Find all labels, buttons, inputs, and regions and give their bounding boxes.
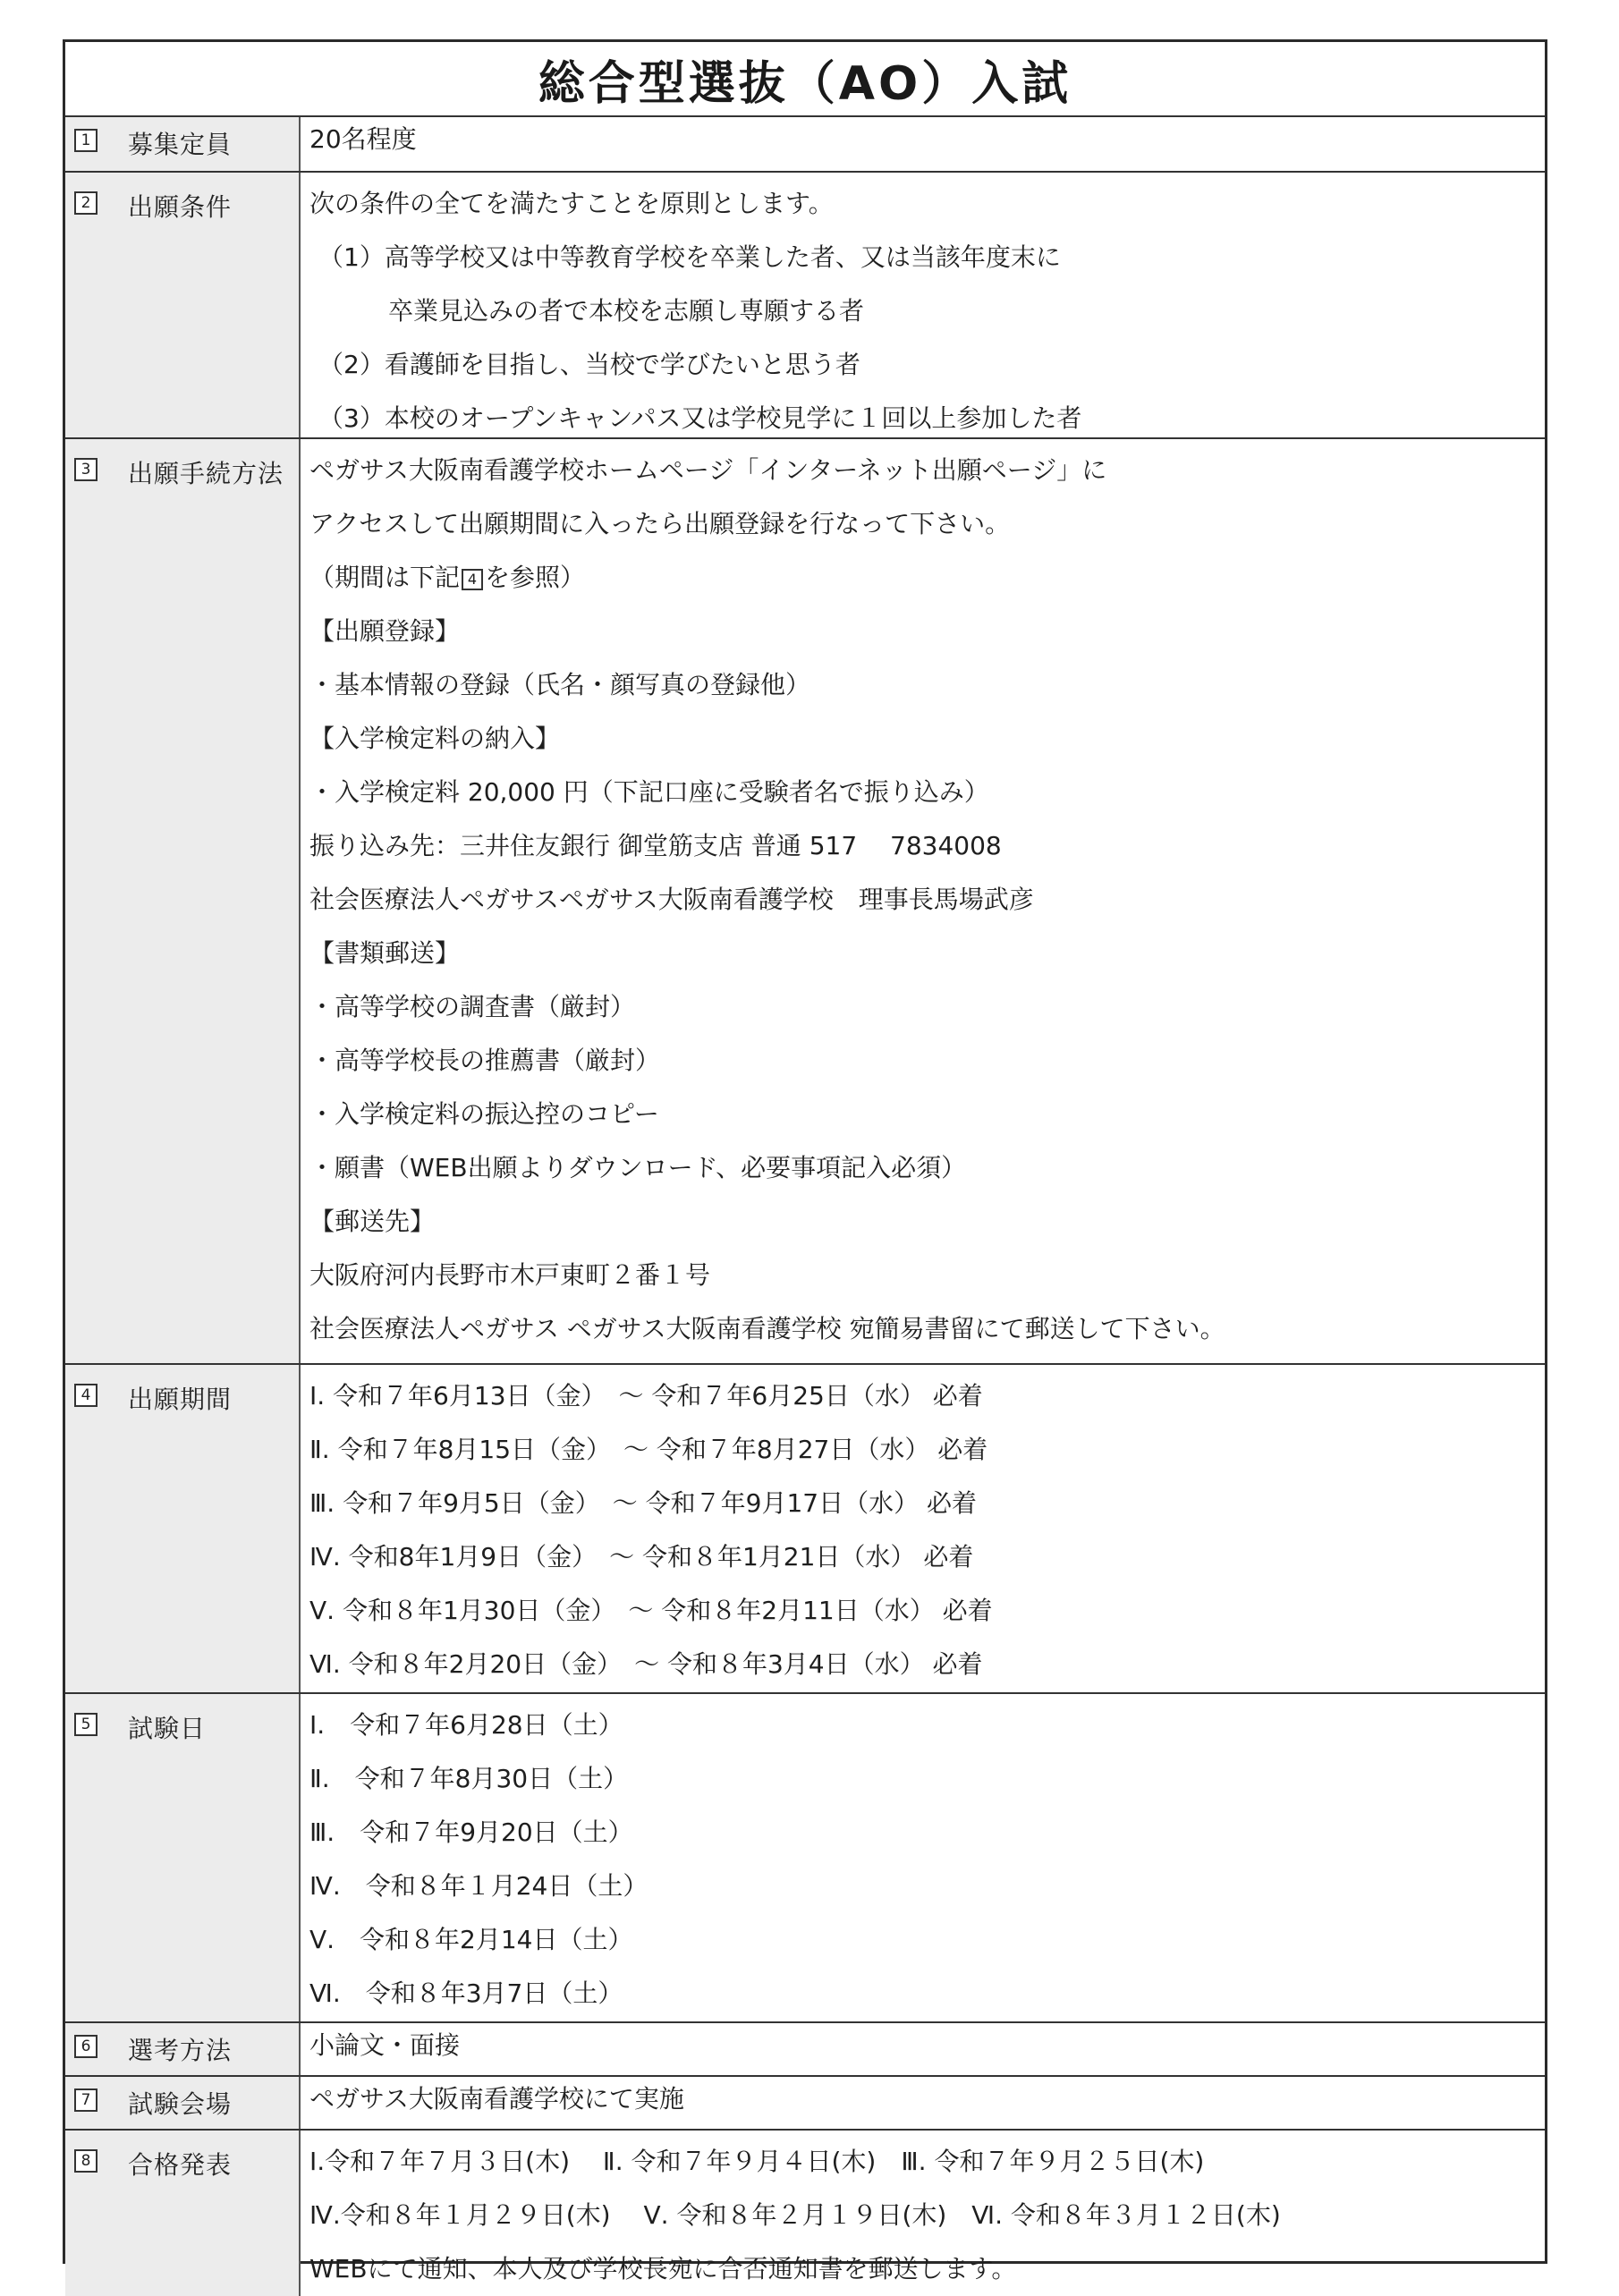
section-exam-venue <box>65 2077 1545 2131</box>
period-item: Ⅳ. 令和8年1月9日（金） ～ 令和８年1月21日（水） 必着 <box>309 1542 974 1572</box>
section-content <box>301 1694 1545 2021</box>
announcement-dates: Ⅰ.令和７年７月３日(木) Ⅱ. 令和７年９月４日(木) Ⅲ. 令和７年９月２５日(木) <box>309 2147 1205 2176</box>
period-item: Ⅵ. 令和８年2月20日（金） ～ 令和８年3月4日（水） 必着 <box>309 1649 983 1679</box>
section-recruitment-quota <box>65 117 1545 173</box>
subheading-fee: 【入学検定料の納入】 <box>309 724 561 753</box>
section-label-text: 選考方法 <box>128 2036 233 2065</box>
period-reference-line <box>309 551 1545 605</box>
section-content <box>301 1365 1545 1692</box>
document-item: ・願書（WEB出願よりダウンロード、必要事項記入必須） <box>309 1153 967 1182</box>
content-line: ・入学検定料 20,000 円（下記口座に受験者名で振り込み） <box>309 777 989 807</box>
address-line: 大阪府河内長野市木戸東町２番１号 <box>309 1260 711 1290</box>
exam-date-item: Ⅱ. 令和７年8月30日（土） <box>309 1764 629 1793</box>
section-content <box>301 173 1545 437</box>
period-reference-text-end: を参照） <box>485 563 586 592</box>
section-label <box>65 173 301 437</box>
content-line: 小論文・面接 <box>309 2030 461 2060</box>
exam-date-item: Ⅲ. 令和７年9月20日（土） <box>309 1817 633 1847</box>
section-application-conditions <box>65 173 1545 439</box>
section-label-text: 出願条件 <box>128 192 233 222</box>
condition-item: （2）看護師を目指し、当校で学びたいと思う者 <box>318 350 860 379</box>
section-content <box>301 439 1545 1363</box>
content-line: 社会医療法人ペガサス ペガサス大阪南看護学校 宛簡易書留にて郵送して下さい。 <box>309 1314 1225 1343</box>
section-number: 6 <box>74 2035 97 2058</box>
document-item: ・入学検定料の振込控のコピー <box>309 1099 659 1129</box>
content-line: ペガサス大阪南看護学校にて実施 <box>309 2084 684 2114</box>
section-label <box>65 117 301 171</box>
section-number: 1 <box>74 129 97 152</box>
content-line: ・基本情報の登録（氏名・顔写真の登録他） <box>309 670 811 699</box>
page-title: 総合型選抜（AO）入試 <box>538 56 1072 111</box>
section-number: 3 <box>74 458 97 481</box>
section-4-reference: 4 <box>462 569 483 590</box>
section-content <box>301 2131 1545 2296</box>
condition-item-continued: 卒業見込みの者で本校を志願し専願する者 <box>388 296 865 326</box>
section-selection-method <box>65 2023 1545 2077</box>
section-label <box>65 2077 301 2129</box>
section-content <box>301 2023 1545 2075</box>
section-label <box>65 2023 301 2075</box>
subheading-documents: 【書類郵送】 <box>309 938 461 968</box>
subheading-mailing-address: 【郵送先】 <box>309 1207 436 1236</box>
section-label-text: 出願期間 <box>128 1385 233 1414</box>
bank-account-line: 振り込み先：三井住友銀行 御堂筋支店 普通 517 7834008 <box>309 831 1002 860</box>
title-row <box>65 42 1545 117</box>
account-holder-line: 社会医療法人ペガサスペガサス大阪南看護学校 理事長馬場武彦 <box>309 885 1034 914</box>
announcement-note: WEBにて通知、本人及び学校長宛に合否通知書を郵送します。 <box>309 2254 1017 2283</box>
section-application-period <box>65 1365 1545 1694</box>
section-results-announcement <box>65 2131 1545 2296</box>
period-reference-text: （期間は下記 <box>309 563 461 592</box>
content-line: 次の条件の全てを満たすことを原則とします。 <box>309 189 834 218</box>
section-application-procedure <box>65 439 1545 1365</box>
section-number: 2 <box>74 191 97 215</box>
content-line: 20名程度 <box>309 124 417 154</box>
section-label <box>65 1694 301 2021</box>
period-item: Ⅱ. 令和７年8月15日（金） ～ 令和７年8月27日（水） 必着 <box>309 1435 988 1464</box>
section-content <box>301 117 1545 171</box>
period-item: Ⅰ. 令和７年6月13日（金） ～ 令和７年6月25日（水） 必着 <box>309 1381 983 1411</box>
period-item: Ⅲ. 令和７年9月5日（金） ～ 令和７年9月17日（水） 必着 <box>309 1488 977 1518</box>
section-content <box>301 2077 1545 2129</box>
section-number: 8 <box>74 2149 97 2173</box>
announcement-dates: Ⅳ.令和８年１月２９日(木) Ⅴ. 令和８年２月１９日(木) Ⅵ. 令和８年３月１２日(木) <box>309 2200 1281 2230</box>
section-label-text: 試験会場 <box>128 2089 233 2119</box>
period-item: Ⅴ. 令和８年1月30日（金） ～ 令和８年2月11日（水） 必着 <box>309 1596 993 1625</box>
section-number: 5 <box>74 1713 97 1736</box>
section-label-text: 出願手続方法 <box>128 459 284 488</box>
section-label-text: 募集定員 <box>128 130 233 159</box>
content-line: ペガサス大阪南看護学校ホームページ「インターネット出願ページ」に <box>309 455 1107 485</box>
condition-item: （1）高等学校又は中等教育学校を卒業した者、又は当該年度末に <box>318 242 1061 272</box>
ao-exam-sheet <box>63 39 1547 2283</box>
exam-date-item: Ⅴ. 令和８年2月14日（土） <box>309 1925 633 1954</box>
section-label-text: 合格発表 <box>128 2150 233 2180</box>
exam-date-item: Ⅵ. 令和８年3月7日（土） <box>309 1978 623 2008</box>
condition-item: （3）本校のオープンキャンパス又は学校見学に１回以上参加した者 <box>318 403 1082 433</box>
exam-date-item: Ⅳ. 令和８年１月24日（土） <box>309 1871 648 1901</box>
section-label <box>65 1365 301 1692</box>
document-item: ・高等学校の調査書（厳封） <box>309 992 636 1021</box>
section-label <box>65 439 301 1363</box>
subheading-registration: 【出願登録】 <box>309 616 461 646</box>
section-number: 4 <box>74 1384 97 1407</box>
exam-date-item: Ⅰ. 令和７年6月28日（土） <box>309 1710 623 1740</box>
document-item: ・高等学校長の推薦書（厳封） <box>309 1046 661 1075</box>
content-line: アクセスして出願期間に入ったら出願登録を行なって下さい。 <box>309 509 1011 538</box>
section-exam-dates <box>65 1694 1545 2023</box>
section-label-text: 試験日 <box>128 1714 207 1743</box>
section-label <box>65 2131 301 2296</box>
section-number: 7 <box>74 2088 97 2112</box>
